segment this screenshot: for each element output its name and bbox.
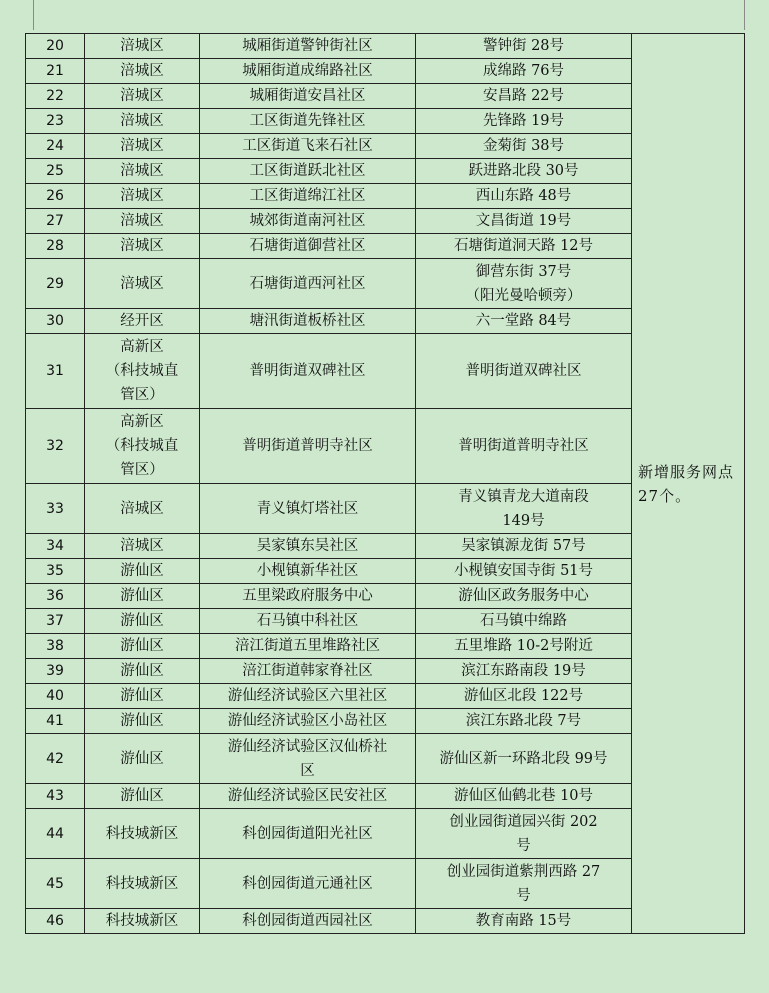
address-cell: 六一堂路 84号: [416, 309, 632, 334]
district-cell: 游仙区: [85, 709, 200, 734]
row-number-cell: 44: [26, 809, 85, 859]
district-cell: 游仙区: [85, 784, 200, 809]
district-cell: 涪城区: [85, 484, 200, 534]
address-cell: 石塘街道洞天路 12号: [416, 234, 632, 259]
row-number-cell: 27: [26, 209, 85, 234]
community-cell: 工区街道先锋社区: [200, 109, 416, 134]
community-cell: 吴家镇东吴社区: [200, 534, 416, 559]
community-cell: 五里梁政府服务中心: [200, 584, 416, 609]
district-cell: 涪城区: [85, 159, 200, 184]
district-cell: 游仙区: [85, 659, 200, 684]
row-number-cell: 23: [26, 109, 85, 134]
address-cell: 滨江东路南段 19号: [416, 659, 632, 684]
crop-mark-top-left: [33, 0, 34, 30]
district-cell: 涪城区: [85, 259, 200, 309]
address-cell: 游仙区仙鹤北巷 10号: [416, 784, 632, 809]
row-number-cell: 30: [26, 309, 85, 334]
address-cell: 金菊街 38号: [416, 134, 632, 159]
community-cell: 工区街道跃北社区: [200, 159, 416, 184]
crop-mark-top-right: [744, 0, 745, 30]
district-cell: 游仙区: [85, 734, 200, 784]
district-cell: 涪城区: [85, 34, 200, 59]
row-number-cell: 43: [26, 784, 85, 809]
address-cell: 成绵路 76号: [416, 59, 632, 84]
community-cell: 工区街道绵江社区: [200, 184, 416, 209]
address-cell: 吴家镇源龙街 57号: [416, 534, 632, 559]
district-cell: 涪城区: [85, 84, 200, 109]
community-cell: 石塘街道西河社区: [200, 259, 416, 309]
address-cell: 文昌街道 19号: [416, 209, 632, 234]
community-cell: 青义镇灯塔社区: [200, 484, 416, 534]
community-cell: 游仙经济试验区民安社区: [200, 784, 416, 809]
row-number-cell: 31: [26, 334, 85, 409]
row-number-cell: 34: [26, 534, 85, 559]
community-cell: 城厢街道成绵路社区: [200, 59, 416, 84]
district-cell: 涪城区: [85, 184, 200, 209]
table-body: [26, 34, 745, 934]
district-cell: 涪城区: [85, 534, 200, 559]
address-cell: 警钟街 28号: [416, 34, 632, 59]
row-number-cell: 22: [26, 84, 85, 109]
community-cell: 涪江街道韩家脊社区: [200, 659, 416, 684]
district-cell: 经开区: [85, 309, 200, 334]
address-cell: 创业园街道紫荆西路 27 号: [416, 859, 632, 909]
address-cell: 普明街道普明寺社区: [416, 409, 632, 484]
district-cell: 游仙区: [85, 609, 200, 634]
district-cell: 涪城区: [85, 59, 200, 84]
district-cell: 涪城区: [85, 209, 200, 234]
address-cell: 游仙区北段 122号: [416, 684, 632, 709]
row-number-cell: 25: [26, 159, 85, 184]
district-cell: 科技城新区: [85, 909, 200, 934]
community-cell: 普明街道普明寺社区: [200, 409, 416, 484]
district-cell: 游仙区: [85, 584, 200, 609]
address-cell: 创业园街道园兴街 202 号: [416, 809, 632, 859]
row-number-cell: 40: [26, 684, 85, 709]
row-number-cell: 33: [26, 484, 85, 534]
service-point-table: [25, 33, 745, 934]
district-cell: 科技城新区: [85, 859, 200, 909]
row-number-cell: 26: [26, 184, 85, 209]
address-cell: 御营东街 37号 （阳光曼哈顿旁）: [416, 259, 632, 309]
row-number-cell: 38: [26, 634, 85, 659]
community-cell: 城郊街道南河社区: [200, 209, 416, 234]
row-number-cell: 21: [26, 59, 85, 84]
service-point-table-wrapper: [25, 33, 745, 934]
district-cell: 科技城新区: [85, 809, 200, 859]
row-number-cell: 42: [26, 734, 85, 784]
district-cell: 游仙区: [85, 559, 200, 584]
district-cell: 涪城区: [85, 234, 200, 259]
row-number-cell: 35: [26, 559, 85, 584]
community-cell: 科创园街道元通社区: [200, 859, 416, 909]
community-cell: 科创园街道西园社区: [200, 909, 416, 934]
community-cell: 游仙经济试验区汉仙桥社 区: [200, 734, 416, 784]
row-number-cell: 20: [26, 34, 85, 59]
row-number-cell: 29: [26, 259, 85, 309]
district-cell: 涪城区: [85, 109, 200, 134]
table-row: [26, 34, 745, 59]
district-cell: 游仙区: [85, 634, 200, 659]
address-cell: 西山东路 48号: [416, 184, 632, 209]
row-number-cell: 32: [26, 409, 85, 484]
row-number-cell: 37: [26, 609, 85, 634]
address-cell: 教育南路 15号: [416, 909, 632, 934]
community-cell: 塘汛街道板桥社区: [200, 309, 416, 334]
community-cell: 涪江街道五里堆路社区: [200, 634, 416, 659]
row-number-cell: 28: [26, 234, 85, 259]
community-cell: 普明街道双碑社区: [200, 334, 416, 409]
address-cell: 普明街道双碑社区: [416, 334, 632, 409]
community-cell: 游仙经济试验区六里社区: [200, 684, 416, 709]
community-cell: 游仙经济试验区小岛社区: [200, 709, 416, 734]
community-cell: 工区街道飞来石社区: [200, 134, 416, 159]
community-cell: 石塘街道御营社区: [200, 234, 416, 259]
community-cell: 科创园街道阳光社区: [200, 809, 416, 859]
row-number-cell: 24: [26, 134, 85, 159]
address-cell: 游仙区政务服务中心: [416, 584, 632, 609]
community-cell: 城厢街道警钟街社区: [200, 34, 416, 59]
address-cell: 石马镇中绵路: [416, 609, 632, 634]
district-cell: 高新区 （科技城直 管区）: [85, 409, 200, 484]
row-number-cell: 46: [26, 909, 85, 934]
address-cell: 青义镇青龙大道南段 149号: [416, 484, 632, 534]
address-cell: 跃进路北段 30号: [416, 159, 632, 184]
community-cell: 石马镇中科社区: [200, 609, 416, 634]
row-number-cell: 39: [26, 659, 85, 684]
row-number-cell: 36: [26, 584, 85, 609]
address-cell: 五里堆路 10-2号附近: [416, 634, 632, 659]
address-cell: 先锋路 19号: [416, 109, 632, 134]
remarks-cell: 新增服务网点 27个。: [632, 34, 745, 934]
address-cell: 安昌路 22号: [416, 84, 632, 109]
district-cell: 高新区 （科技城直 管区）: [85, 334, 200, 409]
address-cell: 小枧镇安国寺街 51号: [416, 559, 632, 584]
row-number-cell: 45: [26, 859, 85, 909]
row-number-cell: 41: [26, 709, 85, 734]
community-cell: 城厢街道安昌社区: [200, 84, 416, 109]
district-cell: 涪城区: [85, 134, 200, 159]
address-cell: 游仙区新一环路北段 99号: [416, 734, 632, 784]
community-cell: 小枧镇新华社区: [200, 559, 416, 584]
district-cell: 游仙区: [85, 684, 200, 709]
address-cell: 滨江东路北段 7号: [416, 709, 632, 734]
